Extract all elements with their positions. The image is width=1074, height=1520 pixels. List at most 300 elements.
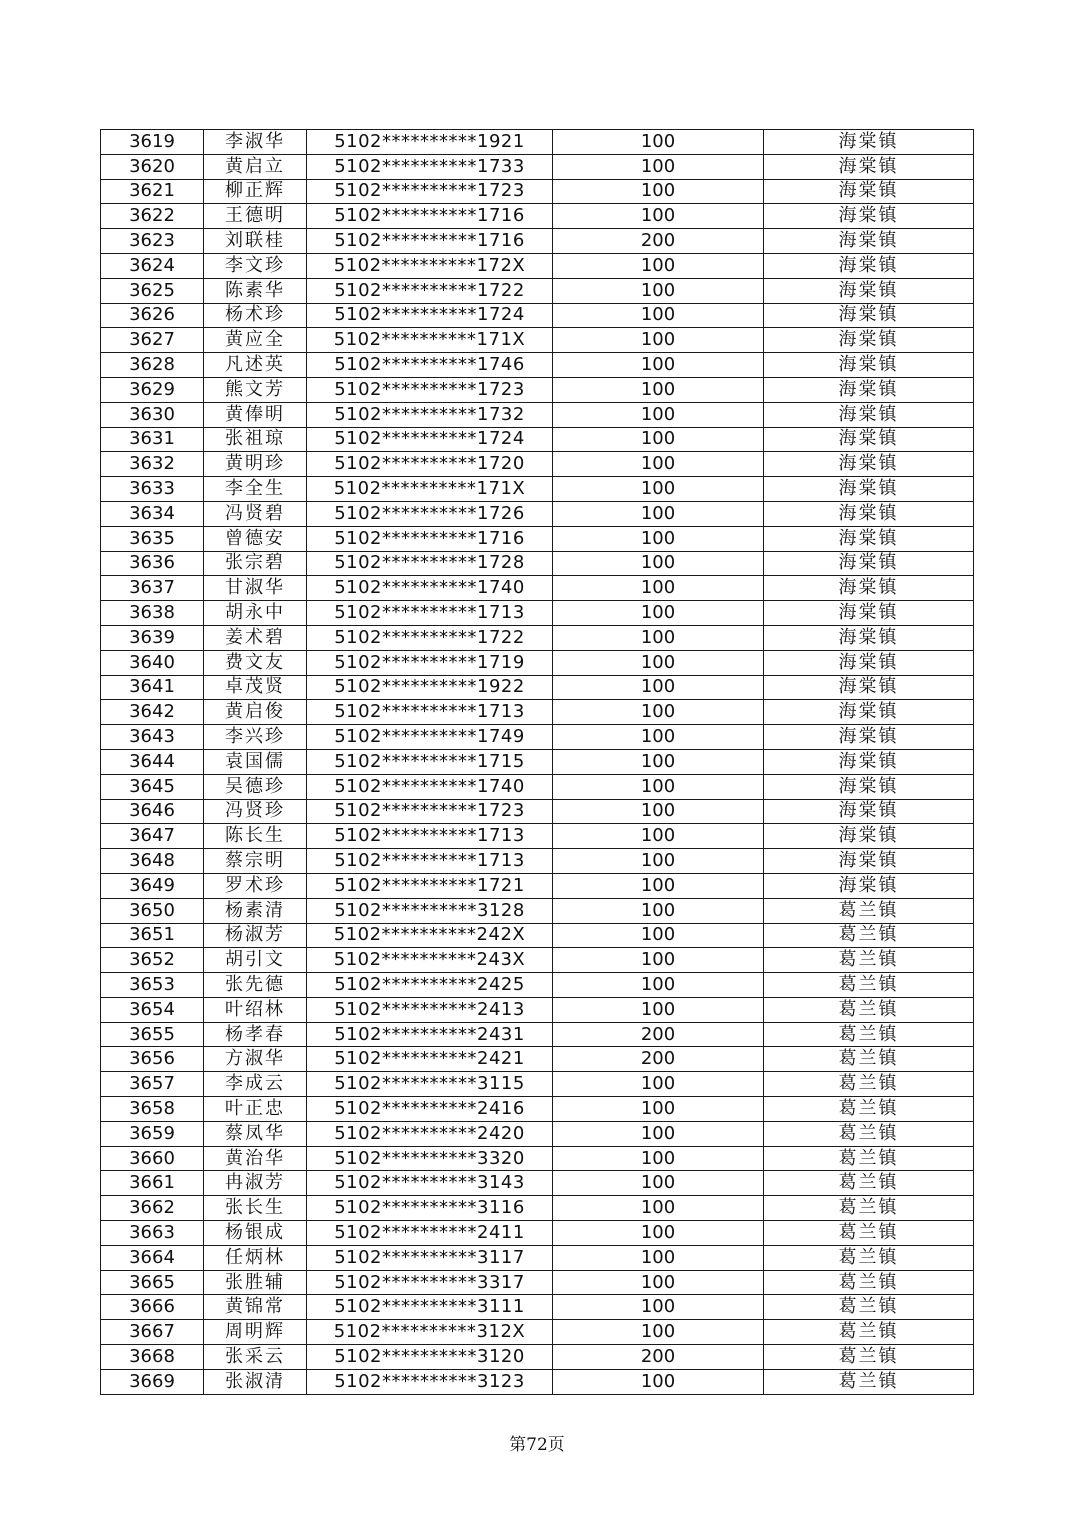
- table-row: [101, 650, 974, 675]
- amount-cell: 100: [553, 675, 764, 700]
- id-number-cell: 5102**********1728: [307, 551, 553, 576]
- town-cell: 海棠镇: [764, 253, 974, 278]
- amount-cell: 100: [553, 477, 764, 502]
- table-row: [101, 973, 974, 998]
- id-number-cell: 5102**********3128: [307, 898, 553, 923]
- table-row: [101, 229, 974, 254]
- person-name-cell: 刘联桂: [204, 229, 307, 254]
- id-number-cell: 5102**********172X: [307, 253, 553, 278]
- amount-cell: 100: [553, 377, 764, 402]
- person-name-cell: 冯贤珍: [204, 799, 307, 824]
- id-number-cell: 5102**********1723: [307, 377, 553, 402]
- table-row: [101, 328, 974, 353]
- amount-cell: 100: [553, 948, 764, 973]
- town-cell: 葛兰镇: [764, 1221, 974, 1246]
- id-number-cell: 5102**********3117: [307, 1245, 553, 1270]
- person-name-cell: 甘淑华: [204, 576, 307, 601]
- person-name-cell: 张长生: [204, 1196, 307, 1221]
- amount-cell: 100: [553, 1320, 764, 1345]
- table-row: [101, 824, 974, 849]
- amount-cell: 100: [553, 1245, 764, 1270]
- amount-cell: 100: [553, 799, 764, 824]
- serial-number-cell: 3634: [101, 501, 204, 526]
- amount-cell: 100: [553, 576, 764, 601]
- town-cell: 葛兰镇: [764, 1345, 974, 1370]
- id-number-cell: 5102**********1719: [307, 650, 553, 675]
- town-cell: 葛兰镇: [764, 1369, 974, 1394]
- amount-cell: 100: [553, 1369, 764, 1394]
- serial-number-cell: 3627: [101, 328, 204, 353]
- town-cell: 海棠镇: [764, 402, 974, 427]
- person-name-cell: 张祖琼: [204, 427, 307, 452]
- person-name-cell: 蔡凤华: [204, 1121, 307, 1146]
- id-number-cell: 5102**********3320: [307, 1146, 553, 1171]
- table-row: [101, 898, 974, 923]
- town-cell: 葛兰镇: [764, 1097, 974, 1122]
- serial-number-cell: 3636: [101, 551, 204, 576]
- amount-cell: 100: [553, 154, 764, 179]
- amount-cell: 100: [553, 204, 764, 229]
- person-name-cell: 李兴珍: [204, 725, 307, 750]
- amount-cell: 100: [553, 253, 764, 278]
- serial-number-cell: 3654: [101, 997, 204, 1022]
- table-row: [101, 1320, 974, 1345]
- town-cell: 葛兰镇: [764, 1295, 974, 1320]
- serial-number-cell: 3667: [101, 1320, 204, 1345]
- id-number-cell: 5102**********312X: [307, 1320, 553, 1345]
- amount-cell: 100: [553, 700, 764, 725]
- amount-cell: 100: [553, 650, 764, 675]
- town-cell: 海棠镇: [764, 204, 974, 229]
- id-number-cell: 5102**********3116: [307, 1196, 553, 1221]
- person-name-cell: 黄俸明: [204, 402, 307, 427]
- id-number-cell: 5102**********1732: [307, 402, 553, 427]
- table-row: [101, 997, 974, 1022]
- town-cell: 葛兰镇: [764, 1270, 974, 1295]
- serial-number-cell: 3657: [101, 1072, 204, 1097]
- person-name-cell: 陈素华: [204, 278, 307, 303]
- serial-number-cell: 3647: [101, 824, 204, 849]
- town-cell: 葛兰镇: [764, 997, 974, 1022]
- town-cell: 海棠镇: [764, 278, 974, 303]
- town-cell: 海棠镇: [764, 625, 974, 650]
- table-row: [101, 526, 974, 551]
- id-number-cell: 5102**********2420: [307, 1121, 553, 1146]
- id-number-cell: 5102**********1722: [307, 278, 553, 303]
- serial-number-cell: 3639: [101, 625, 204, 650]
- table-row: [101, 725, 974, 750]
- person-name-cell: 黄应全: [204, 328, 307, 353]
- table-row: [101, 253, 974, 278]
- serial-number-cell: 3658: [101, 1097, 204, 1122]
- id-number-cell: 5102**********2431: [307, 1022, 553, 1047]
- serial-number-cell: 3619: [101, 130, 204, 155]
- id-number-cell: 5102**********1713: [307, 700, 553, 725]
- table-row: [101, 1022, 974, 1047]
- person-name-cell: 张淑清: [204, 1369, 307, 1394]
- town-cell: 海棠镇: [764, 601, 974, 626]
- table-row: [101, 501, 974, 526]
- table-row: [101, 278, 974, 303]
- person-name-cell: 罗术珍: [204, 873, 307, 898]
- town-cell: 海棠镇: [764, 303, 974, 328]
- id-number-cell: 5102**********243X: [307, 948, 553, 973]
- town-cell: 海棠镇: [764, 427, 974, 452]
- table-row: [101, 675, 974, 700]
- amount-cell: 100: [553, 1072, 764, 1097]
- town-cell: 海棠镇: [764, 501, 974, 526]
- person-name-cell: 曾德安: [204, 526, 307, 551]
- table-row: [101, 849, 974, 874]
- table-row: [101, 1146, 974, 1171]
- serial-number-cell: 3663: [101, 1221, 204, 1246]
- table-row: [101, 923, 974, 948]
- id-number-cell: 5102**********3317: [307, 1270, 553, 1295]
- serial-number-cell: 3653: [101, 973, 204, 998]
- table-row: [101, 774, 974, 799]
- town-cell: 海棠镇: [764, 675, 974, 700]
- serial-number-cell: 3662: [101, 1196, 204, 1221]
- id-number-cell: 5102**********1721: [307, 873, 553, 898]
- serial-number-cell: 3621: [101, 179, 204, 204]
- page-number: 第72页: [509, 1435, 565, 1455]
- amount-cell: 100: [553, 1121, 764, 1146]
- id-number-cell: 5102**********3123: [307, 1369, 553, 1394]
- person-name-cell: 张胜辅: [204, 1270, 307, 1295]
- town-cell: 葛兰镇: [764, 1196, 974, 1221]
- town-cell: 海棠镇: [764, 551, 974, 576]
- amount-cell: 100: [553, 1171, 764, 1196]
- person-name-cell: 陈长生: [204, 824, 307, 849]
- amount-cell: 100: [553, 997, 764, 1022]
- town-cell: 海棠镇: [764, 650, 974, 675]
- id-number-cell: 5102**********1713: [307, 601, 553, 626]
- town-cell: 海棠镇: [764, 873, 974, 898]
- amount-cell: 100: [553, 898, 764, 923]
- id-number-cell: 5102**********3120: [307, 1345, 553, 1370]
- serial-number-cell: 3668: [101, 1345, 204, 1370]
- person-name-cell: 李淑华: [204, 130, 307, 155]
- amount-cell: 100: [553, 625, 764, 650]
- amount-cell: 100: [553, 1295, 764, 1320]
- serial-number-cell: 3643: [101, 725, 204, 750]
- table-row: [101, 427, 974, 452]
- table-row: [101, 402, 974, 427]
- serial-number-cell: 3665: [101, 1270, 204, 1295]
- id-number-cell: 5102**********1922: [307, 675, 553, 700]
- town-cell: 海棠镇: [764, 477, 974, 502]
- town-cell: 海棠镇: [764, 179, 974, 204]
- table-row: [101, 700, 974, 725]
- town-cell: 海棠镇: [764, 154, 974, 179]
- person-name-cell: 冉淑芳: [204, 1171, 307, 1196]
- table-row: [101, 1047, 974, 1072]
- id-number-cell: 5102**********1716: [307, 229, 553, 254]
- serial-number-cell: 3630: [101, 402, 204, 427]
- person-name-cell: 张采云: [204, 1345, 307, 1370]
- amount-cell: 100: [553, 725, 764, 750]
- id-number-cell: 5102**********1713: [307, 824, 553, 849]
- town-cell: 葛兰镇: [764, 948, 974, 973]
- town-cell: 葛兰镇: [764, 1022, 974, 1047]
- table-row: [101, 749, 974, 774]
- serial-number-cell: 3645: [101, 774, 204, 799]
- town-cell: 海棠镇: [764, 353, 974, 378]
- serial-number-cell: 3642: [101, 700, 204, 725]
- table-row: [101, 1245, 974, 1270]
- serial-number-cell: 3624: [101, 253, 204, 278]
- id-number-cell: 5102**********1746: [307, 353, 553, 378]
- town-cell: 海棠镇: [764, 849, 974, 874]
- town-cell: 海棠镇: [764, 328, 974, 353]
- amount-cell: 100: [553, 526, 764, 551]
- amount-cell: 100: [553, 353, 764, 378]
- amount-cell: 100: [553, 923, 764, 948]
- amount-cell: 100: [553, 427, 764, 452]
- amount-cell: 100: [553, 824, 764, 849]
- id-number-cell: 5102**********3111: [307, 1295, 553, 1320]
- person-name-cell: 吴德珍: [204, 774, 307, 799]
- serial-number-cell: 3659: [101, 1121, 204, 1146]
- id-number-cell: 5102**********2425: [307, 973, 553, 998]
- id-number-cell: 5102**********171X: [307, 328, 553, 353]
- town-cell: 海棠镇: [764, 700, 974, 725]
- serial-number-cell: 3625: [101, 278, 204, 303]
- person-name-cell: 胡引文: [204, 948, 307, 973]
- table-row: [101, 576, 974, 601]
- town-cell: 葛兰镇: [764, 1121, 974, 1146]
- serial-number-cell: 3650: [101, 898, 204, 923]
- serial-number-cell: 3622: [101, 204, 204, 229]
- table-row: [101, 1072, 974, 1097]
- table-row: [101, 1270, 974, 1295]
- amount-cell: 100: [553, 774, 764, 799]
- person-name-cell: 黄治华: [204, 1146, 307, 1171]
- person-name-cell: 张先德: [204, 973, 307, 998]
- amount-cell: 100: [553, 278, 764, 303]
- serial-number-cell: 3626: [101, 303, 204, 328]
- serial-number-cell: 3633: [101, 477, 204, 502]
- person-name-cell: 张宗碧: [204, 551, 307, 576]
- serial-number-cell: 3660: [101, 1146, 204, 1171]
- person-name-cell: 凡述英: [204, 353, 307, 378]
- person-name-cell: 黄锦常: [204, 1295, 307, 1320]
- town-cell: 海棠镇: [764, 526, 974, 551]
- serial-number-cell: 3635: [101, 526, 204, 551]
- person-name-cell: 柳正辉: [204, 179, 307, 204]
- amount-cell: 100: [553, 749, 764, 774]
- town-cell: 葛兰镇: [764, 898, 974, 923]
- amount-cell: 200: [553, 229, 764, 254]
- id-number-cell: 5102**********1713: [307, 849, 553, 874]
- amount-cell: 100: [553, 849, 764, 874]
- town-cell: 海棠镇: [764, 452, 974, 477]
- table-row: [101, 948, 974, 973]
- town-cell: 葛兰镇: [764, 1171, 974, 1196]
- town-cell: 海棠镇: [764, 130, 974, 155]
- serial-number-cell: 3655: [101, 1022, 204, 1047]
- table-row: [101, 1221, 974, 1246]
- person-name-cell: 杨孝春: [204, 1022, 307, 1047]
- town-cell: 葛兰镇: [764, 973, 974, 998]
- person-name-cell: 叶绍林: [204, 997, 307, 1022]
- table-row: [101, 799, 974, 824]
- serial-number-cell: 3637: [101, 576, 204, 601]
- amount-cell: 100: [553, 1097, 764, 1122]
- id-number-cell: 5102**********3115: [307, 1072, 553, 1097]
- serial-number-cell: 3661: [101, 1171, 204, 1196]
- id-number-cell: 5102**********1726: [307, 501, 553, 526]
- id-number-cell: 5102**********1716: [307, 526, 553, 551]
- person-name-cell: 费文友: [204, 650, 307, 675]
- serial-number-cell: 3651: [101, 923, 204, 948]
- town-cell: 海棠镇: [764, 576, 974, 601]
- town-cell: 海棠镇: [764, 824, 974, 849]
- id-number-cell: 5102**********1723: [307, 179, 553, 204]
- table-row: [101, 353, 974, 378]
- id-number-cell: 5102**********242X: [307, 923, 553, 948]
- id-number-cell: 5102**********1749: [307, 725, 553, 750]
- serial-number-cell: 3652: [101, 948, 204, 973]
- amount-cell: 100: [553, 179, 764, 204]
- serial-number-cell: 3649: [101, 873, 204, 898]
- amount-cell: 200: [553, 1022, 764, 1047]
- table-row: [101, 154, 974, 179]
- serial-number-cell: 3656: [101, 1047, 204, 1072]
- person-name-cell: 杨淑芳: [204, 923, 307, 948]
- table-row: [101, 204, 974, 229]
- table-row: [101, 1196, 974, 1221]
- person-name-cell: 杨素清: [204, 898, 307, 923]
- table-row: [101, 1345, 974, 1370]
- person-name-cell: 胡永中: [204, 601, 307, 626]
- person-name-cell: 李成云: [204, 1072, 307, 1097]
- table-row: [101, 551, 974, 576]
- table-row: [101, 303, 974, 328]
- amount-cell: 100: [553, 130, 764, 155]
- town-cell: 葛兰镇: [764, 923, 974, 948]
- serial-number-cell: 3646: [101, 799, 204, 824]
- id-number-cell: 5102**********1723: [307, 799, 553, 824]
- person-name-cell: 姜术碧: [204, 625, 307, 650]
- amount-cell: 100: [553, 328, 764, 353]
- person-name-cell: 方淑华: [204, 1047, 307, 1072]
- serial-number-cell: 3664: [101, 1245, 204, 1270]
- amount-cell: 100: [553, 1221, 764, 1246]
- person-name-cell: 杨银成: [204, 1221, 307, 1246]
- serial-number-cell: 3640: [101, 650, 204, 675]
- town-cell: 葛兰镇: [764, 1320, 974, 1345]
- table-row: [101, 601, 974, 626]
- id-number-cell: 5102**********1740: [307, 576, 553, 601]
- id-number-cell: 5102**********3143: [307, 1171, 553, 1196]
- id-number-cell: 5102**********171X: [307, 477, 553, 502]
- serial-number-cell: 3623: [101, 229, 204, 254]
- serial-number-cell: 3648: [101, 849, 204, 874]
- serial-number-cell: 3632: [101, 452, 204, 477]
- person-name-cell: 卓茂贤: [204, 675, 307, 700]
- table-row: [101, 477, 974, 502]
- town-cell: 海棠镇: [764, 799, 974, 824]
- id-number-cell: 5102**********1740: [307, 774, 553, 799]
- person-name-cell: 蔡宗明: [204, 849, 307, 874]
- serial-number-cell: 3669: [101, 1369, 204, 1394]
- id-number-cell: 5102**********1724: [307, 427, 553, 452]
- amount-cell: 100: [553, 551, 764, 576]
- id-number-cell: 5102**********2411: [307, 1221, 553, 1246]
- id-number-cell: 5102**********1716: [307, 204, 553, 229]
- table-row: [101, 625, 974, 650]
- table-row: [101, 130, 974, 155]
- table-row: [101, 179, 974, 204]
- roster-table: [100, 129, 974, 1395]
- serial-number-cell: 3666: [101, 1295, 204, 1320]
- amount-cell: 200: [553, 1345, 764, 1370]
- amount-cell: 100: [553, 452, 764, 477]
- table-row: [101, 1121, 974, 1146]
- person-name-cell: 袁国儒: [204, 749, 307, 774]
- table-row: [101, 377, 974, 402]
- id-number-cell: 5102**********1720: [307, 452, 553, 477]
- id-number-cell: 5102**********1733: [307, 154, 553, 179]
- amount-cell: 100: [553, 1196, 764, 1221]
- amount-cell: 100: [553, 973, 764, 998]
- person-name-cell: 叶正忠: [204, 1097, 307, 1122]
- person-name-cell: 冯贤碧: [204, 501, 307, 526]
- town-cell: 海棠镇: [764, 774, 974, 799]
- town-cell: 海棠镇: [764, 725, 974, 750]
- town-cell: 海棠镇: [764, 229, 974, 254]
- town-cell: 葛兰镇: [764, 1072, 974, 1097]
- serial-number-cell: 3641: [101, 675, 204, 700]
- amount-cell: 100: [553, 1270, 764, 1295]
- serial-number-cell: 3638: [101, 601, 204, 626]
- town-cell: 葛兰镇: [764, 1146, 974, 1171]
- town-cell: 海棠镇: [764, 749, 974, 774]
- table-row: [101, 452, 974, 477]
- person-name-cell: 王德明: [204, 204, 307, 229]
- amount-cell: 100: [553, 1146, 764, 1171]
- id-number-cell: 5102**********1921: [307, 130, 553, 155]
- amount-cell: 100: [553, 501, 764, 526]
- person-name-cell: 黄启俊: [204, 700, 307, 725]
- town-cell: 葛兰镇: [764, 1245, 974, 1270]
- serial-number-cell: 3628: [101, 353, 204, 378]
- serial-number-cell: 3631: [101, 427, 204, 452]
- person-name-cell: 周明辉: [204, 1320, 307, 1345]
- person-name-cell: 熊文芳: [204, 377, 307, 402]
- amount-cell: 100: [553, 873, 764, 898]
- table-row: [101, 873, 974, 898]
- id-number-cell: 5102**********2413: [307, 997, 553, 1022]
- roster-table-body: [101, 130, 974, 1395]
- person-name-cell: 任炳林: [204, 1245, 307, 1270]
- town-cell: 葛兰镇: [764, 1047, 974, 1072]
- id-number-cell: 5102**********1722: [307, 625, 553, 650]
- serial-number-cell: 3620: [101, 154, 204, 179]
- id-number-cell: 5102**********1715: [307, 749, 553, 774]
- person-name-cell: 黄明珍: [204, 452, 307, 477]
- id-number-cell: 5102**********2416: [307, 1097, 553, 1122]
- amount-cell: 100: [553, 601, 764, 626]
- table-row: [101, 1369, 974, 1394]
- town-cell: 海棠镇: [764, 377, 974, 402]
- person-name-cell: 杨术珍: [204, 303, 307, 328]
- serial-number-cell: 3629: [101, 377, 204, 402]
- person-name-cell: 李全生: [204, 477, 307, 502]
- person-name-cell: 黄启立: [204, 154, 307, 179]
- amount-cell: 100: [553, 402, 764, 427]
